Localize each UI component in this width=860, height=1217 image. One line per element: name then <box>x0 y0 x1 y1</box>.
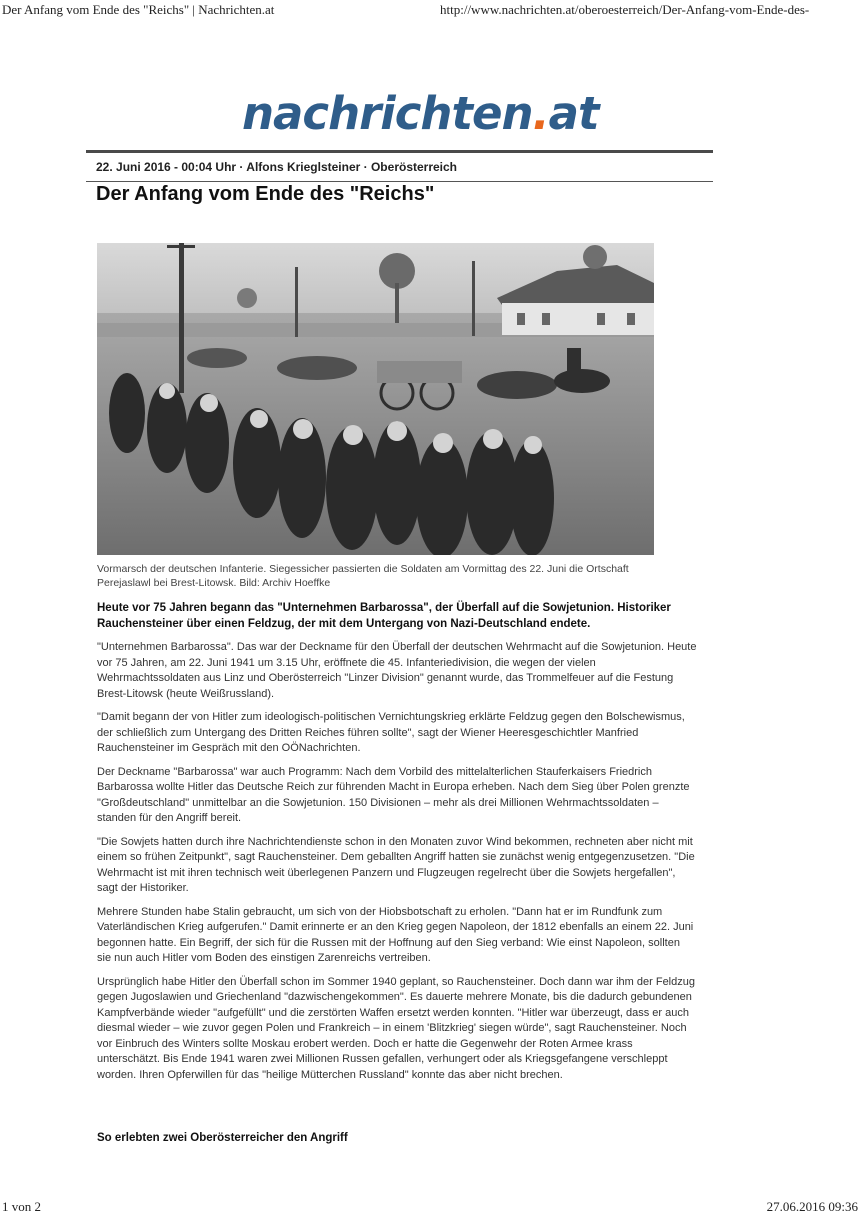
logo-name: nachrichten <box>242 87 533 140</box>
print-footer-page: 1 von 2 <box>2 1199 41 1214</box>
meta-rule <box>86 181 713 182</box>
article-meta: 22. Juni 2016 - 00:04 Uhr · Alfons Krieglsteiner · Oberösterreich <box>96 160 458 174</box>
header-rule <box>86 150 713 153</box>
body-paragraph: "Unternehmen Barbarossa". Das war der Deckname für den Überfall der deutschen Wehrmacht auf die Sowjetunion. Heute vor 75 Jahren, am 22. Juni 1941 um 3.15 Uhr, eröffnete die 45. Infanteriedivision, die wegen der vielen Wehrmachtssoldaten aus Linz und Oberösterreich "Linzer Division" genannt wurde, das Trommelfeuer auf die Festung Brest-Litowsk (heute Weißrussland). <box>97 641 697 700</box>
body-paragraph: Mehrere Stunden habe Stalin gebraucht, um sich von der Hiobsbotschaft zu erholen. "Dann hat er im Rundfunk zum Vaterländischen Krieg aufgerufen." Damit erinnerte er an den Krieg gegen Napoleon, der 1812 ebenfalls an einem 22. Juni begonnen hatte. Ein Begriff, der sich für die Russen mit der Hoffnung auf den Sieg verband: Wie einst Napoleon, sollten sie nun auch Hitler vom Boden des einstigen Zarenreichs vertreiben. <box>97 905 694 964</box>
body-paragraph: "Die Sowjets hatten durch ihre Nachrichtendienste schon in den Monaten zuvor Wind bekommen, rechneten aber nicht mit einem so frühen Zeitpunkt", sagt Rauchensteiner. Dem geballten Angriff hatten sie zunächst wenig entgegenzusetzen. "Die Wehrmacht ist mit ihren technisch weit überlegenen Panzern und Flugzeugen regelrecht über die Sowjets hergefallen", sagt der Historiker. <box>97 835 695 894</box>
article-lead: Heute vor 75 Jahren begann das "Unternehmen Barbarossa", der Überfall auf die Sowjetunion. Historiker Rauchensteiner über einen Feldzug, der mit dem Untergang von Nazi-Deutschland endete. <box>97 602 671 630</box>
body-paragraph: Ursprünglich habe Hitler den Überfall schon im Sommer 1940 geplant, so Rauchensteiner. Doch dann war ihm der Feldzug gegen Jugoslawien und Griechenland "dazwischengekommen". Es dauerte mehrere Monate, bis die dadurch gebundenen Kampfverbände wieder "aufgefüllt" und die zerstörten Waffen ersetzt werden konnten. "Hitler war überzeugt, dass er auch diesmal wieder – wie zuvor gegen Polen und Frankreich – in einem 'Blitzkrieg' siegen würde", sagt Rauchensteiner. Noch vor Einbruch des Winters sollte Moskau erobert werden. Doch er hatte die Gegenwehr der Roten Armee krass unterschätzt. Bis Ende 1941 waren zwei Millionen Russen gefallen, verhungert oder als Kriegsgefangene verschleppt worden. Ihren Opferwillen für das "heilige Mütterchen Russland" konnte das aber nicht brechen. <box>97 975 695 1081</box>
print-footer <box>0 1199 860 1217</box>
logo-dot: . <box>532 87 549 140</box>
photo-caption: Vormarsch der deutschen Infanterie. Siegessicher passierten die Soldaten am Vormittag des 22. Juni die Ortschaft Perejaslawl bei Brest-Litowsk. Bild: Archiv Hoeffke <box>97 563 629 589</box>
print-header-url[interactable]: http://www.nachrichten.at/oberoesterreich/Der-Anfang-vom-Ende-des- <box>440 2 810 17</box>
body-paragraph: Der Deckname "Barbarossa" war auch Programm: Nach dem Vorbild des mittelalterlichen Stauferkaisers Friedrich Barbarossa wollte Hitler das Deutsche Reich zur führenden Macht in Europa erheben. Nach dem Sieg über Polen grenzte "Großdeutschland" unmittelbar an die Sowjetunion. 150 Divisionen – mehr als drei Millionen Wehrmachtssoldaten – standen für den Angriff bereit. <box>97 765 690 824</box>
article-subheading: So erlebten zwei Oberösterreicher den Angriff <box>97 1132 348 1144</box>
print-footer-datetime: 27.06.2016 09:36 <box>766 1199 858 1214</box>
body-paragraph: "Damit begann der von Hitler zum ideologisch-politischen Vernichtungskrieg erklärte Feldzug gegen den Bolschewismus, der schließlich zum Untergang des Dritten Reiches führen sollte", sagt der Wiener Heeresgeschichtler Manfried Rauchensteiner im Gespräch mit den OÖNachrichten. <box>97 711 685 754</box>
print-header <box>0 2 860 20</box>
article-body <box>97 640 697 1091</box>
photo-illustration <box>97 243 654 555</box>
site-logo[interactable] <box>242 86 599 142</box>
print-header-title: Der Anfang vom Ende des "Reichs" | Nachrichten.at <box>2 2 275 17</box>
logo-tld: at <box>548 87 599 140</box>
article-title: Der Anfang vom Ende des "Reichs" <box>96 183 435 205</box>
article-photo <box>97 243 654 555</box>
